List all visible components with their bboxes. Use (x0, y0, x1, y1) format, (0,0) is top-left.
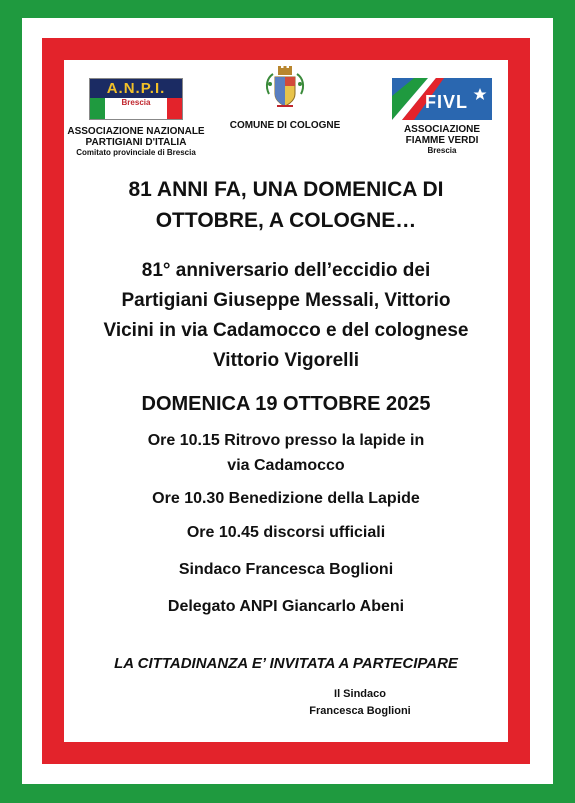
program-item-1-line2: via Cadamocco (227, 457, 345, 474)
program-item-5: Delegato ANPI Giancarlo Abeni (167, 598, 405, 615)
program-item-2: Ore 10.30 Benedizione della Lapide (152, 490, 420, 507)
fivl-logo (392, 78, 492, 120)
program-item-1-line1: Ore 10.15 Ritrovo presso la lapide in (147, 432, 425, 449)
signature-role: Il Sindaco (334, 688, 386, 700)
anpi-name-line2: PARTIGIANI D'ITALIA (85, 137, 187, 148)
anpi-logo (89, 78, 183, 120)
fivl-logo-text: FIVL (425, 92, 468, 112)
anpi-block (64, 78, 208, 158)
anpi-name-line1: ASSOCIAZIONE NAZIONALE (67, 126, 205, 137)
subtitle-line4: Vittorio Vigorelli (212, 350, 360, 371)
anpi-logo-city: Brescia (120, 98, 152, 119)
fivl-block (378, 78, 506, 156)
crest-icon (263, 64, 307, 116)
invitation-text: LA CITTADINANZA E’ INVITATA A PARTECIPARE (114, 655, 458, 672)
subtitle-line2: Partigiani Giuseppe Messali, Vittorio (121, 290, 451, 311)
anpi-subtitle: Comitato provinciale di Brescia (76, 148, 196, 157)
program-item-3: Ore 10.45 discorsi ufficiali (186, 524, 386, 541)
comune-name: COMUNE DI COLOGNE (229, 120, 341, 131)
fivl-name-line2: FIAMME VERDI (405, 135, 479, 146)
program-item-4: Sindaco Francesca Boglioni (178, 561, 394, 578)
title-line2: OTTOBRE, A COLOGNE… (155, 209, 417, 232)
signature-name: Francesca Boglioni (309, 705, 411, 717)
subtitle-line1: 81° anniversario dell’eccidio dei (141, 260, 431, 281)
poster-page (64, 60, 508, 742)
fivl-subtitle: Brescia (427, 146, 457, 155)
fivl-name-line1: ASSOCIAZIONE (403, 124, 481, 135)
anpi-logo-text: A.N.P.I. (90, 79, 182, 98)
comune-block (214, 64, 356, 131)
subtitle-line3: Vicini in via Cadamocco e del colognese (103, 320, 469, 341)
title-line1: 81 ANNI FA, UNA DOMENICA DI (128, 178, 444, 201)
event-date: DOMENICA 19 OTTOBRE 2025 (141, 393, 431, 415)
